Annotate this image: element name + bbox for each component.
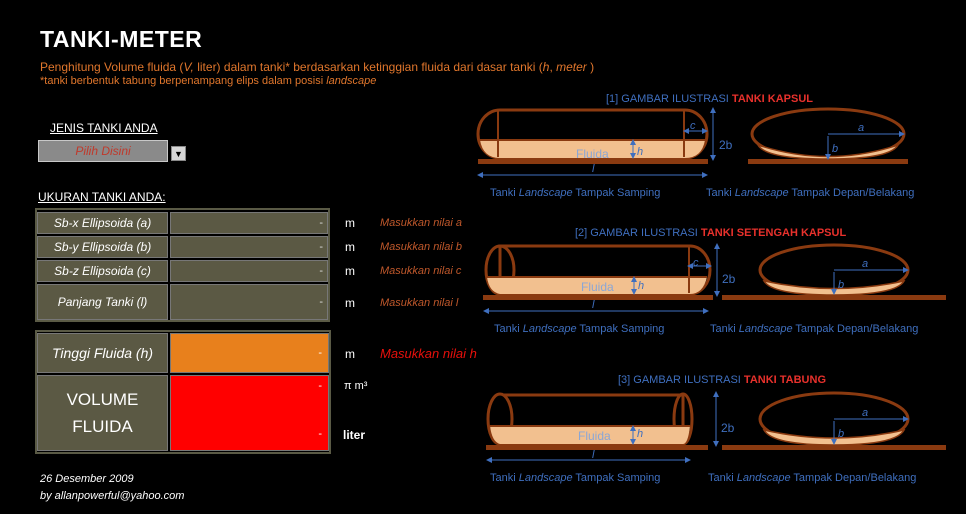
tank-type-heading: JENIS TANKI ANDA xyxy=(50,121,158,135)
diagram-1-label-b: b xyxy=(832,143,839,155)
fluid-height-label: Tinggi Fluida (h) xyxy=(37,333,168,373)
diagram-2-label-h: h xyxy=(638,280,645,292)
diagram-2-label-a: a xyxy=(862,258,869,270)
diagram-2-label-b: b xyxy=(838,279,845,291)
diagram-1-label-h: h xyxy=(637,146,644,158)
volume-unit-pi: π m³ xyxy=(344,380,368,392)
diagram-3-front-caption: Tanki Landscape Tampak Depan/Belakang xyxy=(708,472,917,484)
diagram-half-capsule xyxy=(483,245,946,311)
diagram-cylinder xyxy=(486,393,946,460)
dim-input-l[interactable]: - xyxy=(170,284,328,320)
diagram-capsule xyxy=(478,109,908,175)
volume-label: VOLUME FLUIDA xyxy=(37,375,168,451)
dim-unit-c: m xyxy=(345,264,355,278)
tank-type-dropdown[interactable]: Pilih Disini xyxy=(38,140,168,162)
page-title: TANKI-METER xyxy=(40,26,203,52)
dimensions-heading: UKURAN TANKI ANDA: xyxy=(38,190,166,204)
chevron-down-icon[interactable]: ▼ xyxy=(171,146,186,161)
volume-unit-liter: liter xyxy=(343,428,366,442)
dim-unit-a: m xyxy=(345,216,355,230)
fluid-height-input[interactable]: - xyxy=(170,333,329,373)
dim-label-c: Sb-z Ellipsoida (c) xyxy=(37,260,168,282)
diagram-1-side-caption: Tanki Landscape Tampak Samping xyxy=(490,187,661,199)
page-subtitle: Penghitung Volume fluida (V, liter) dalam tanki* berdasarkan ketinggian fluida dari dasar tanki (h, meter ) xyxy=(40,60,595,74)
footer-author: by allanpowerful@yahoo.com xyxy=(40,490,185,502)
diagram-1-label-a: a xyxy=(858,122,865,134)
dim-input-a[interactable]: - xyxy=(170,212,328,234)
dim-input-c[interactable]: - xyxy=(170,260,328,282)
diagram-3-label-h: h xyxy=(637,428,644,440)
diagram-3-title: [3] GAMBAR ILUSTRASI TANKI TABUNG xyxy=(618,374,827,386)
diagram-1-front-caption: Tanki Landscape Tampak Depan/Belakang xyxy=(706,187,915,199)
fluid-height-hint: Masukkan nilai h xyxy=(380,346,477,361)
diagram-2-title: [2] GAMBAR ILUSTRASI TANKI SETENGAH KAPSUL xyxy=(575,227,847,239)
diagram-3-side-caption: Tanki Landscape Tampak Samping xyxy=(490,472,661,484)
diagram-2-label-c: c xyxy=(693,257,699,269)
diagram-1-label-c: c xyxy=(690,120,696,132)
diagram-1-title: [1] GAMBAR ILUSTRASI TANKI KAPSUL xyxy=(606,93,813,105)
dim-hint-a: Masukkan nilai a xyxy=(380,217,462,229)
diagram-2-front-caption: Tanki Landscape Tampak Depan/Belakang xyxy=(710,323,919,335)
volume-liter-value: - xyxy=(318,428,322,440)
diagram-2-label-2b: 2b xyxy=(722,272,736,286)
diagram-3-fluid-label: Fluida xyxy=(578,429,611,443)
dim-hint-c: Masukkan nilai c xyxy=(380,265,462,277)
dim-input-b[interactable]: - xyxy=(170,236,328,258)
diagram-3-label-l: l xyxy=(592,449,595,461)
fluid-height-unit: m xyxy=(345,347,355,361)
dim-label-a: Sb-x Ellipsoida (a) xyxy=(37,212,168,234)
diagram-1-label-2b: 2b xyxy=(719,138,733,152)
diagram-1-label-l: l xyxy=(592,163,595,175)
diagram-3-label-2b: 2b xyxy=(721,421,735,435)
dim-label-b: Sb-y Ellipsoida (b) xyxy=(37,236,168,258)
dim-unit-b: m xyxy=(345,240,355,254)
footer-date: 26 Desember 2009 xyxy=(40,473,134,485)
diagram-2-label-l: l xyxy=(592,299,595,311)
volume-pi-value: - xyxy=(318,380,322,392)
diagram-2-side-caption: Tanki Landscape Tampak Samping xyxy=(494,323,665,335)
diagram-3-label-a: a xyxy=(862,407,869,419)
diagram-3-label-b: b xyxy=(838,428,845,440)
page-note: *tanki berbentuk tabung berpenampang elips dalam posisi landscape xyxy=(40,75,377,87)
dim-hint-b: Masukkan nilai b xyxy=(380,241,462,253)
dim-unit-l: m xyxy=(345,296,355,310)
diagram-2-fluid-label: Fluida xyxy=(581,280,614,294)
dim-label-l: Panjang Tanki (l) xyxy=(37,284,168,320)
diagram-1-fluid-label: Fluida xyxy=(576,147,609,161)
dim-hint-l: Masukkan nilai l xyxy=(380,297,459,309)
